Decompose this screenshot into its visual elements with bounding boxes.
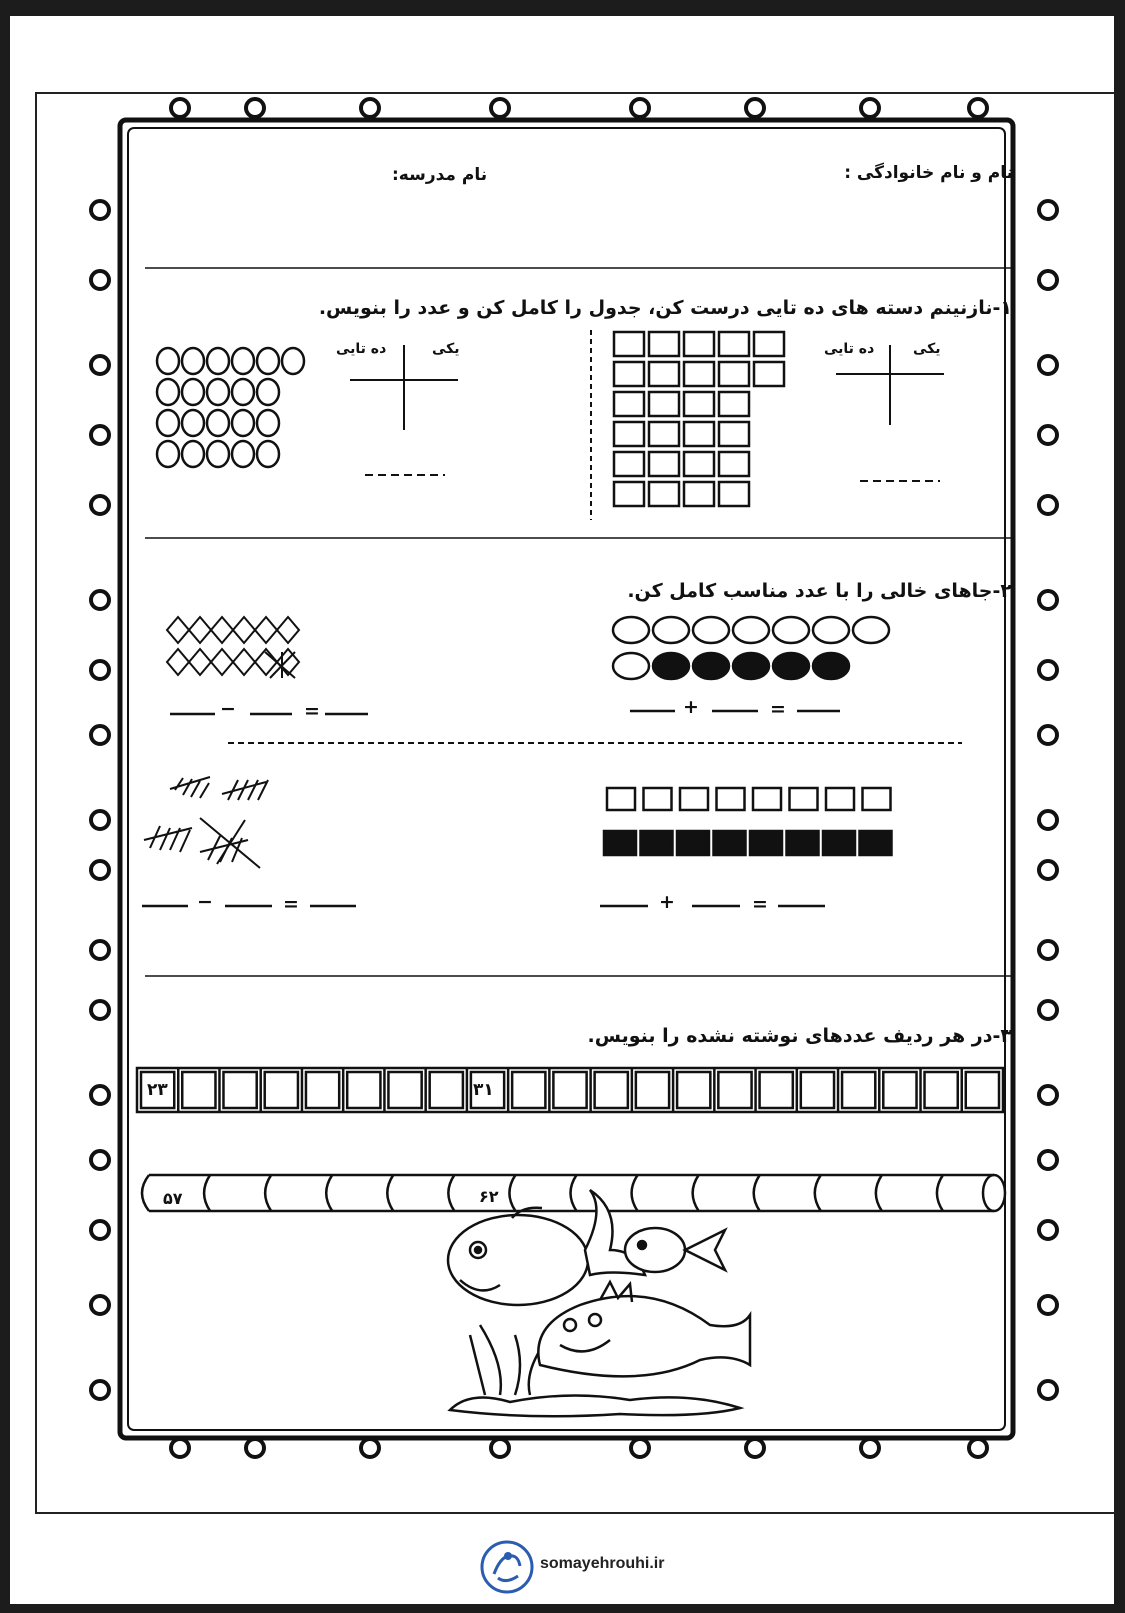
- open-square: [790, 788, 818, 810]
- counter-square: [719, 422, 749, 446]
- grid-cell: [182, 1072, 215, 1108]
- frame-loop: [91, 201, 109, 219]
- open-circle: [813, 617, 849, 643]
- frame-loop: [171, 1439, 189, 1457]
- frame-loop: [1039, 1221, 1057, 1239]
- open-square: [753, 788, 781, 810]
- grid-cell: [347, 1072, 380, 1108]
- grid-cell: [430, 1072, 463, 1108]
- frame-loop: [91, 1151, 109, 1169]
- grid-outline: [137, 1068, 1003, 1112]
- frame-loop: [1039, 1151, 1057, 1169]
- frame-loop: [91, 726, 109, 744]
- question-1-text: ۱-نازنینم دسته های ده تایی درست کن، جدول را کامل کن و عدد را بنویس.: [318, 297, 1012, 319]
- counter-square: [684, 362, 714, 386]
- q2-circle-counters: [613, 617, 889, 679]
- diamond-counter: [233, 617, 255, 643]
- frame-loop: [91, 271, 109, 289]
- plus-sign-2: +: [659, 891, 675, 913]
- q1-tens-label-right: ده تایی: [824, 341, 875, 357]
- frame-loop: [1039, 726, 1057, 744]
- q3-number-cylinder: [142, 1175, 1005, 1211]
- cylinder-segment: [265, 1175, 271, 1211]
- counter-square: [719, 482, 749, 506]
- frame-loop: [861, 1439, 879, 1457]
- diamond-counter: [189, 617, 211, 643]
- frame-loop: [1039, 496, 1057, 514]
- counter-square: [754, 332, 784, 356]
- filled-square: [787, 831, 819, 855]
- frame-loop: [246, 1439, 264, 1457]
- frame-loop: [91, 941, 109, 959]
- school-name-label: نام مدرسه:: [392, 165, 488, 185]
- filled-square: [604, 831, 636, 855]
- diamond-counter: [211, 617, 233, 643]
- counter-square: [684, 332, 714, 356]
- diamond-counter: [255, 617, 277, 643]
- open-circle: [613, 653, 649, 679]
- grid-cell: [512, 1072, 545, 1108]
- filled-square: [860, 831, 892, 855]
- filled-square: [714, 831, 746, 855]
- place-value-table-right: [836, 345, 944, 425]
- open-square: [644, 788, 672, 810]
- crossed-out-marks: [265, 652, 295, 678]
- minus-sign-2: −: [197, 891, 213, 913]
- frame-loop: [1039, 811, 1057, 829]
- frame-loop: [91, 1296, 109, 1314]
- frame-loop: [91, 356, 109, 374]
- cylinder-segment: [204, 1175, 210, 1211]
- open-circle: [853, 617, 889, 643]
- filled-circle: [773, 653, 809, 679]
- counter-circle: [157, 348, 179, 374]
- counter-square: [754, 362, 784, 386]
- frame-loop: [91, 1086, 109, 1104]
- counter-square: [719, 452, 749, 476]
- counter-circle: [157, 441, 179, 467]
- counter-circle: [182, 379, 204, 405]
- q3-row2-given-number: ۶۲: [479, 1187, 499, 1206]
- q1-counter-circles: [157, 348, 304, 467]
- frame-loop: [171, 99, 189, 117]
- filled-square: [750, 831, 782, 855]
- grid-cell: [842, 1072, 875, 1108]
- frame-loop: [1039, 1381, 1057, 1399]
- counter-circle: [182, 410, 204, 436]
- counter-circle: [282, 348, 304, 374]
- q2-square-counters: [604, 788, 892, 855]
- counter-square: [684, 452, 714, 476]
- counter-circle: [257, 379, 279, 405]
- frame-loop: [1039, 356, 1057, 374]
- counter-circle: [207, 441, 229, 467]
- frame-loop: [1039, 941, 1057, 959]
- grid-cell: [636, 1072, 669, 1108]
- diamond-counter: [211, 649, 233, 675]
- counter-square: [719, 392, 749, 416]
- frame-loop: [861, 99, 879, 117]
- counter-square: [649, 332, 679, 356]
- counter-square: [649, 362, 679, 386]
- counter-circle: [182, 348, 204, 374]
- grid-cell: [388, 1072, 421, 1108]
- counter-circle: [232, 348, 254, 374]
- grid-cell: [883, 1072, 916, 1108]
- frame-loop: [746, 1439, 764, 1457]
- cylinder-segment: [754, 1175, 760, 1211]
- diamond-counter: [167, 649, 189, 675]
- frame-loop: [1039, 661, 1057, 679]
- frame-loop: [1039, 271, 1057, 289]
- equals-sign-1: =: [304, 700, 320, 722]
- place-value-table-left: [350, 345, 458, 430]
- grid-cell: [306, 1072, 339, 1108]
- q2-tally-marks: [144, 777, 268, 868]
- diamond-counter: [277, 617, 299, 643]
- grid-cell: [223, 1072, 256, 1108]
- counter-circle: [207, 379, 229, 405]
- filled-circle: [653, 653, 689, 679]
- filled-square: [677, 831, 709, 855]
- diamond-counter: [189, 649, 211, 675]
- counter-square: [614, 422, 644, 446]
- counter-square: [614, 452, 644, 476]
- counter-square: [649, 422, 679, 446]
- q1-ones-label-right: یکی: [913, 341, 941, 357]
- cylinder-segment: [815, 1175, 821, 1211]
- footer-site-link[interactable]: somayehrouhi.ir: [540, 1555, 665, 1572]
- cylinder-segment: [509, 1175, 515, 1211]
- frame-loop: [91, 861, 109, 879]
- counter-circle: [232, 379, 254, 405]
- diamond-counter: [233, 649, 255, 675]
- counter-square: [649, 482, 679, 506]
- frame-loop: [631, 99, 649, 117]
- frame-loop: [491, 99, 509, 117]
- equals-sign-3: =: [283, 893, 299, 915]
- q2-diamond-counters: [167, 617, 299, 678]
- counter-circle: [257, 348, 279, 374]
- pen-person-logo-icon: [480, 1540, 534, 1594]
- open-square: [826, 788, 854, 810]
- frame-loop: [491, 1439, 509, 1457]
- counter-circle: [207, 348, 229, 374]
- cylinder-left-cap: [142, 1175, 149, 1211]
- counter-square: [719, 332, 749, 356]
- frame-loop: [91, 1381, 109, 1399]
- open-circle: [653, 617, 689, 643]
- question-3-text: ۳-در هر ردیف عددهای نوشته نشده را بنویس.: [587, 1025, 1012, 1047]
- open-circle: [773, 617, 809, 643]
- frame-loop: [91, 1001, 109, 1019]
- frame-loop: [1039, 861, 1057, 879]
- counter-square: [649, 452, 679, 476]
- student-name-label: نام و نام خانوادگی :: [844, 163, 1013, 183]
- frame-loop: [1039, 591, 1057, 609]
- frame-loop: [1039, 1296, 1057, 1314]
- open-circle: [693, 617, 729, 643]
- frame-loop: [91, 496, 109, 514]
- frame-loop: [746, 99, 764, 117]
- filled-square: [823, 831, 855, 855]
- counter-circle: [232, 441, 254, 467]
- cylinder-right-cap: [983, 1175, 1005, 1211]
- counter-square: [719, 362, 749, 386]
- frame-loop: [969, 1439, 987, 1457]
- counter-circle: [257, 410, 279, 436]
- counter-circle: [157, 379, 179, 405]
- open-square: [607, 788, 635, 810]
- cylinder-segment: [326, 1175, 332, 1211]
- grid-cell: [966, 1072, 999, 1108]
- grid-cell: [265, 1072, 298, 1108]
- diamond-counter: [167, 617, 189, 643]
- question-2-text: ۲-جاهای خالی را با عدد مناسب کامل کن.: [627, 580, 1012, 602]
- counter-square: [614, 482, 644, 506]
- cylinder-segment: [632, 1175, 638, 1211]
- grid-cell: [718, 1072, 751, 1108]
- frame-loop: [1039, 426, 1057, 444]
- q3-number-grid: [137, 1068, 1003, 1112]
- grid-cell: [760, 1072, 793, 1108]
- q1-tens-label-left: ده تایی: [336, 341, 387, 357]
- grid-cell: [801, 1072, 834, 1108]
- counter-square: [649, 392, 679, 416]
- q1-ones-label-left: یکی: [432, 341, 460, 357]
- filled-circle: [813, 653, 849, 679]
- counter-square: [614, 332, 644, 356]
- q3-row1-first-number: ۲۳: [147, 1080, 168, 1100]
- counter-circle: [257, 441, 279, 467]
- frame-loop: [91, 1221, 109, 1239]
- q3-row1-given-number: ۳۱: [473, 1080, 494, 1100]
- frame-loop: [1039, 201, 1057, 219]
- frame-loop: [361, 99, 379, 117]
- q1-counter-squares: [614, 332, 784, 506]
- filled-square: [641, 831, 673, 855]
- counter-circle: [207, 410, 229, 436]
- counter-square: [614, 362, 644, 386]
- cylinder-segment: [937, 1175, 943, 1211]
- frame-loop: [1039, 1086, 1057, 1104]
- counter-square: [684, 392, 714, 416]
- open-square: [863, 788, 891, 810]
- plus-sign-1: +: [683, 696, 699, 718]
- counter-square: [614, 392, 644, 416]
- filled-circle: [733, 653, 769, 679]
- cylinder-segment: [693, 1175, 699, 1211]
- frame-loop: [91, 661, 109, 679]
- counter-circle: [232, 410, 254, 436]
- open-circle: [733, 617, 769, 643]
- counter-circle: [157, 410, 179, 436]
- grid-cell: [925, 1072, 958, 1108]
- frame-loop: [91, 426, 109, 444]
- equals-sign-2: =: [770, 698, 786, 720]
- counter-square: [684, 422, 714, 446]
- counter-square: [684, 482, 714, 506]
- cylinder-segment: [387, 1175, 393, 1211]
- filled-circle: [693, 653, 729, 679]
- frame-loop: [1039, 1001, 1057, 1019]
- counter-circle: [182, 441, 204, 467]
- minus-sign-1: −: [220, 698, 236, 720]
- grid-cell: [677, 1072, 710, 1108]
- cylinder-segment: [448, 1175, 454, 1211]
- frame-loop: [91, 811, 109, 829]
- frame-loop: [631, 1439, 649, 1457]
- grid-cell: [553, 1072, 586, 1108]
- cylinder-segment: [571, 1175, 577, 1211]
- fish-illustration: [448, 1190, 750, 1416]
- frame-loop: [969, 99, 987, 117]
- grid-cell: [595, 1072, 628, 1108]
- equals-sign-4: =: [752, 893, 768, 915]
- frame-loop: [246, 99, 264, 117]
- open-circle: [613, 617, 649, 643]
- q3-row2-first-number: ۵۷: [163, 1189, 183, 1208]
- frame-loop: [361, 1439, 379, 1457]
- open-square: [680, 788, 708, 810]
- cylinder-segment: [876, 1175, 882, 1211]
- frame-loop: [91, 591, 109, 609]
- open-square: [717, 788, 745, 810]
